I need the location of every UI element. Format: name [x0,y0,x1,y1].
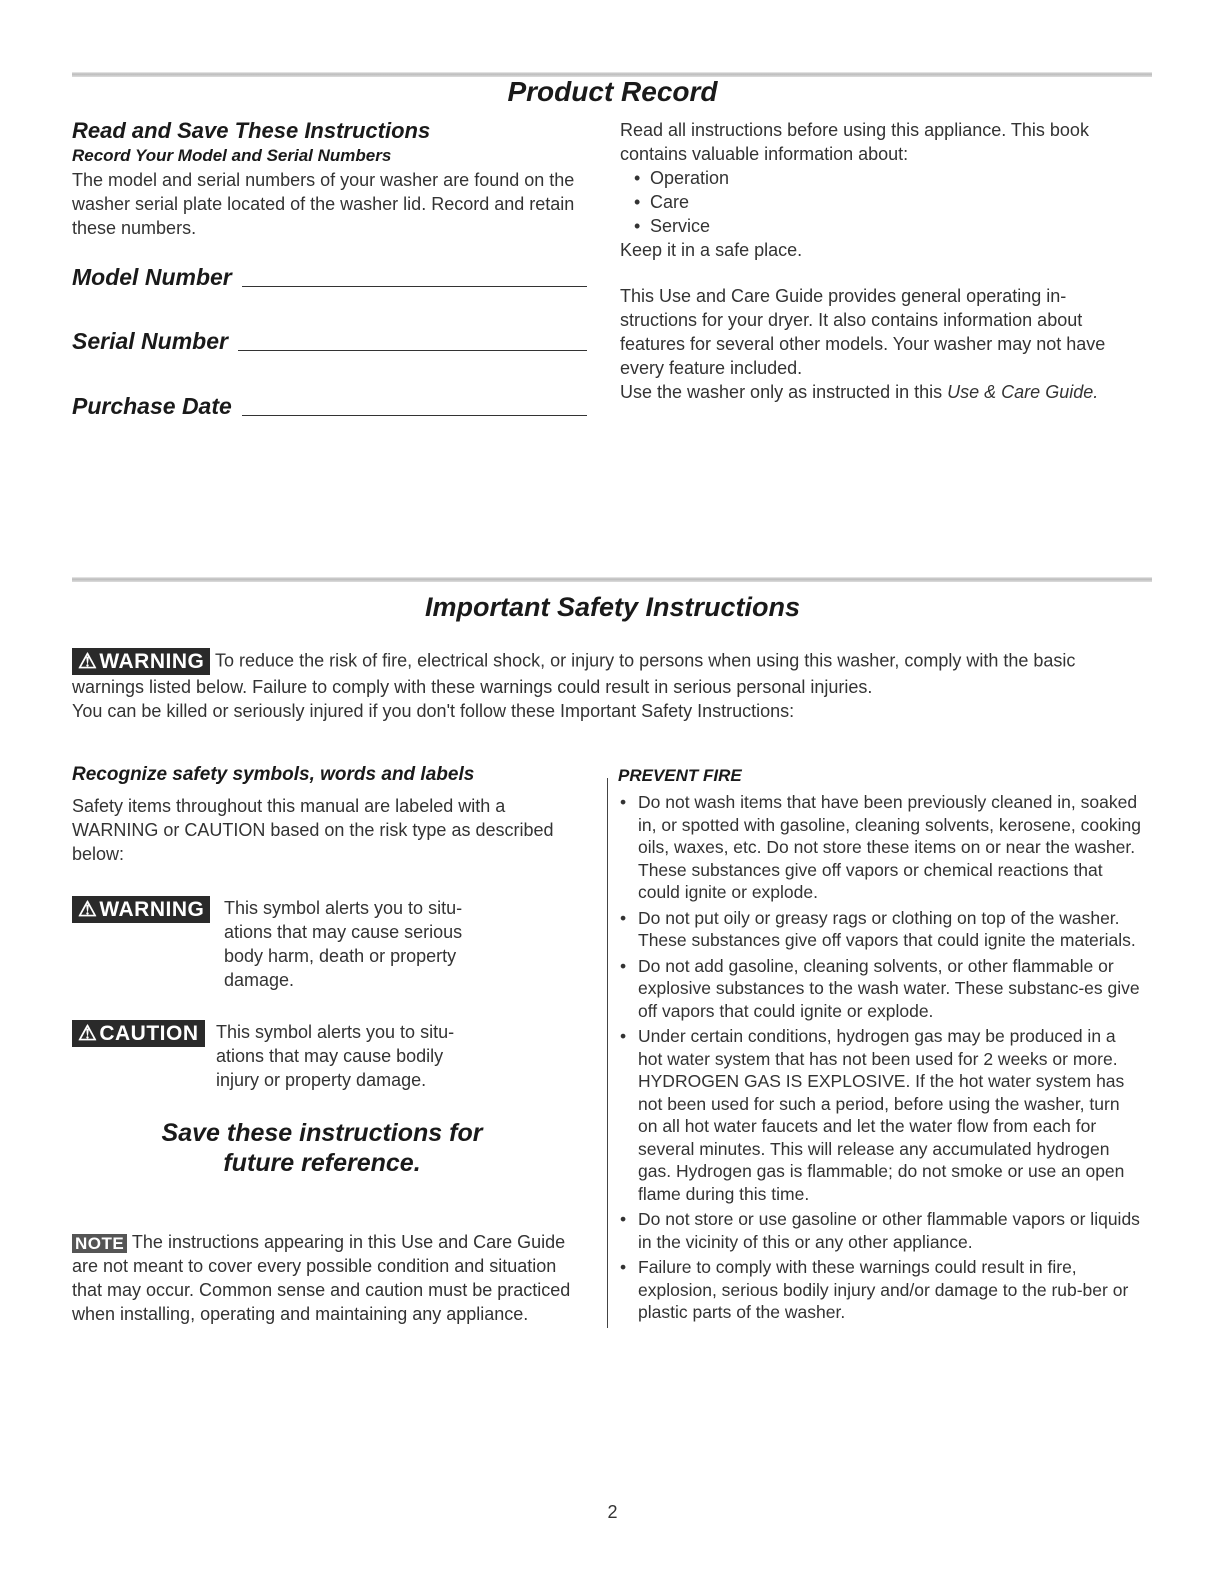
column-divider [607,778,608,1328]
serial-number-field[interactable] [72,328,587,355]
warning-badge-large: ⚠WARNING [72,896,210,923]
warning-triangle-icon: ⚠ [78,650,98,673]
list-item: • Care [620,190,1140,214]
record-numbers-subheading: Record Your Model and Serial Numbers [72,146,392,165]
use-care-paragraph: This Use and Care Guide provides general operating in-structions for your dryer. It also contains information about features for several other models. Your washer may not have every feature included. [620,286,1106,378]
warning-explainer [72,896,532,992]
caution-triangle-icon: ⚠ [78,1022,98,1045]
safety-title: Important Safety Instructions [424,592,801,622]
prevent-fire-list [618,791,1143,1324]
use-instructed-line: Use the washer only as instructed in this Use & Care Guide. [620,382,1099,402]
note-badge: NOTE [72,1234,127,1253]
list-item: • Do not add gasoline, cleaning solvents, or other flammable or explosive substances to the wash water. These substanc-es give off vapors that could ignite or explode. [618,955,1143,1023]
safety-intro [72,648,1152,723]
info-bullet-list [620,166,1140,238]
safety-left-column [72,764,592,866]
prevent-fire-column [618,766,1143,1324]
product-record-right [620,118,1140,404]
list-item: • Failure to comply with these warnings could result in fire, explosion, serious bodily injury and/or damage to the rub-ber or plastic parts of the washer. [618,1256,1143,1324]
list-item: • Do not wash items that have been previously cleaned in, soaked in, or spotted with gasoline, cleaning solvents, kerosene, cooking oils, waxes, etc. Do not store these items on or near the washer. These substances give off vapors or chemical reactions that could ignite or explode. [618,791,1143,904]
caution-explainer [72,1020,532,1092]
page-number: 2 [607,1502,618,1522]
list-item: • Do not store or use gasoline or other flammable vapors or liquids in the vicinity of this or any other appliance. [618,1208,1143,1253]
serial-number-label: Serial Number [72,328,228,354]
purchase-date-field[interactable] [72,393,587,420]
middle-divider [72,577,1152,582]
list-item: • Do not put oily or greasy rags or clothing on top of the washer. These substances give off vapors that could ignite the materials. [618,907,1143,952]
product-record-left [72,118,592,240]
model-number-field[interactable] [72,264,587,291]
serial-number-line[interactable] [238,350,587,351]
serial-plate-paragraph: The model and serial numbers of your washer are found on the washer serial plate located of the washer lid. Record and retain these numbers. [72,170,575,238]
note-text: The instructions appearing in this Use and Care Guide are not meant to cover every possible condition and situation that may occur. Common sense and caution must be practiced when installing, operating and maintaining any appliance. [72,1232,571,1324]
recognize-heading: Recognize safety symbols, words and labels [72,764,475,785]
list-item: • Under certain conditions, hydrogen gas may be produced in a hot water system that has not been used for 2 weeks or more. HYDROGEN GAS IS EXPLOSIVE. If the hot water system has not been used for such a period, before using the washer, turn on all hot water faucets and let the water flow from each for several minutes. This will release any accumulated hydrogen gas. Hydrogen gas is flammable; do not smoke or use an open flame during this time. [618,1025,1143,1205]
caution-explainer-text: This symbol alerts you to situ-ations that may cause bodily injury or property damage. [216,1022,455,1090]
warning-triangle-icon: ⚠ [78,898,98,921]
list-item: • Operation [620,166,1140,190]
read-all-intro: Read all instructions before using this appliance. This book contains valuable information about: [620,120,1089,164]
note-paragraph [72,1230,582,1326]
use-care-guide-italic: Use & Care Guide. [947,382,1099,402]
warning-explainer-text: This symbol alerts you to situ-ations that may cause serious body harm, death or property damage. [224,898,463,990]
caution-badge: ⚠CAUTION [72,1020,205,1047]
safety-intro-line2: You can be killed or seriously injured if you don't follow these Important Safety Instructions: [72,701,795,721]
save-instructions-callout: Save these instructions for future reference. [161,1119,483,1177]
warning-badge: ⚠WARNING [72,648,210,675]
keep-safe-line: Keep it in a safe place. [620,240,803,260]
read-save-heading: Read and Save These Instructions [72,118,431,143]
model-number-line[interactable] [242,286,587,287]
purchase-date-label: Purchase Date [72,393,232,419]
model-number-label: Model Number [72,264,232,290]
recognize-paragraph: Safety items throughout this manual are labeled with a WARNING or CAUTION based on the risk type as described below: [72,796,554,864]
list-item: • Service [620,214,1140,238]
prevent-fire-heading: PREVENT FIRE [618,766,742,785]
product-record-title: Product Record [507,76,718,107]
purchase-date-line[interactable] [242,415,587,416]
safety-intro-text: To reduce the risk of fire, electrical shock, or injury to persons when using this washer, comply with the basic warnings listed below. Failure to comply with these warnings could result in serious personal injuries. [72,650,1076,697]
